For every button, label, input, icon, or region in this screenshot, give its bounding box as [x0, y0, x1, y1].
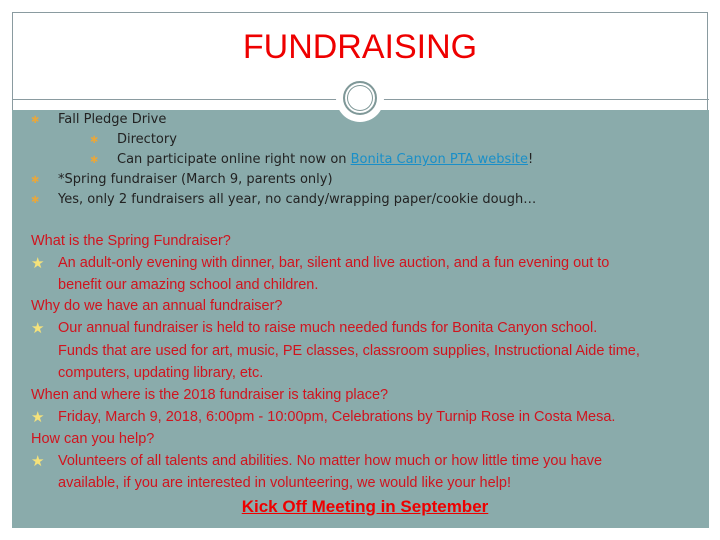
bullet-icon: ✱	[90, 155, 99, 166]
question: What is the Spring Fundraiser?	[31, 233, 231, 249]
slide-title: FUNDRAISING	[242, 28, 478, 66]
bullet-item	[117, 152, 533, 167]
bullet-item: Yes, only 2 fundraisers all year, no candy/wrapping paper/cookie dough…	[58, 192, 537, 207]
bullet-text: Can participate online right now on	[117, 152, 351, 167]
bullet-icon: ✱	[90, 135, 99, 146]
question: When and where is the 2018 fundraiser is taking place?	[31, 387, 389, 403]
bullet-text: !	[528, 152, 534, 167]
bullet-icon: ✱	[31, 195, 40, 206]
question: Why do we have an annual fundraiser?	[31, 298, 283, 314]
answer-line: Our annual fundraiser is held to raise much needed funds for Bonita Canyon school.	[58, 320, 598, 336]
answer-line: available, if you are interested in volunteering, we would like your help!	[58, 475, 511, 491]
answer-line: An adult-only evening with dinner, bar, silent and live auction, and a fun evening out to	[58, 255, 610, 271]
star-icon: ★	[31, 453, 45, 470]
kickoff-meeting-link[interactable]: Kick Off Meeting in September	[241, 497, 489, 516]
bullet-icon: ✱	[31, 115, 40, 126]
answer-line: Volunteers of all talents and abilities. No matter how much or how little time you have	[58, 453, 603, 469]
answer-line: Funds that are used for art, music, PE classes, classroom supplies, Instructional Aide time,	[58, 343, 640, 359]
pta-website-link[interactable]: Bonita Canyon PTA website	[350, 152, 529, 167]
bullet-item: *Spring fundraiser (March 9, parents only)	[58, 172, 333, 187]
question: How can you help?	[31, 431, 155, 447]
star-icon: ★	[31, 320, 45, 337]
star-icon: ★	[31, 255, 45, 272]
bullet-icon: ✱	[31, 175, 40, 186]
answer-line: Friday, March 9, 2018, 6:00pm - 10:00pm, Celebrations by Turnip Rose in Costa Mesa.	[58, 409, 616, 425]
bullet-item: Fall Pledge Drive	[58, 112, 167, 127]
ring-icon	[343, 81, 377, 115]
answer-line: benefit our amazing school and children.	[58, 277, 319, 293]
bullet-item: Directory	[117, 132, 177, 147]
answer-line: computers, updating library, etc.	[58, 365, 264, 381]
star-icon: ★	[31, 409, 45, 426]
